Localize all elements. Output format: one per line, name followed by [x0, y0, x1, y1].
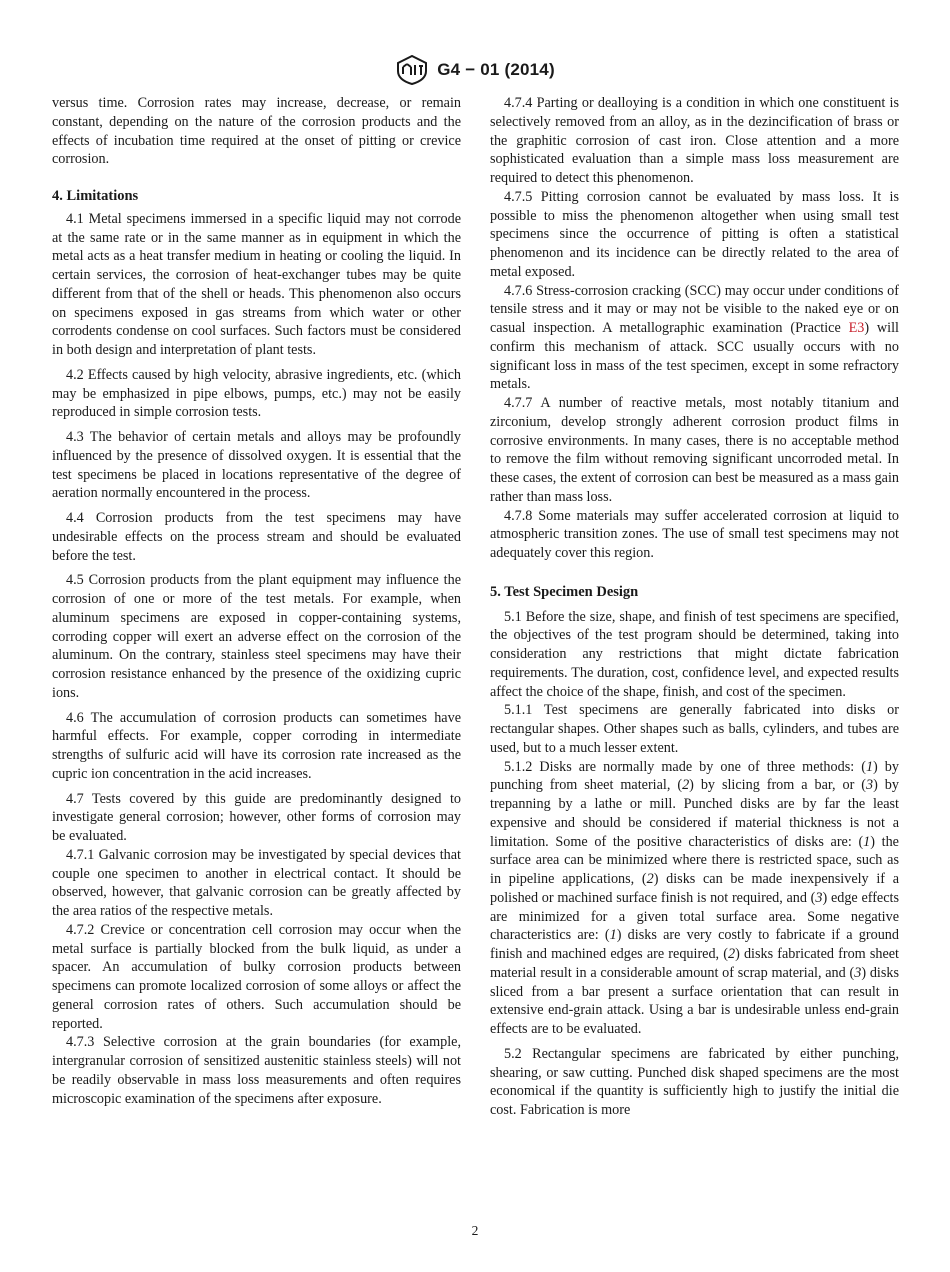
paragraph-4-7: 4.7 Tests covered by this guide are predominantly designed to investigate general corrosion; however, other forms of corrosion may be evaluated. — [52, 790, 461, 844]
paragraph-4-6: 4.6 The accumulation of corrosion products can sometimes have harmful effects. For example, copper corroding in intermediate strengths of sulfuric acid will have its corrosion rate increased as the cupric ion concentration in the acid increases. — [52, 709, 461, 782]
text-run: 5.1.2 Disks are normally made by one of three methods: ( — [504, 758, 866, 775]
enum-numeral: 1 — [863, 833, 871, 850]
enum-numeral: 2 — [682, 777, 690, 794]
enum-numeral: 2 — [646, 871, 654, 887]
enum-numeral: 3 — [854, 964, 862, 981]
enum-numeral: 1 — [609, 927, 617, 944]
enum-numeral: 3 — [815, 889, 823, 906]
text-run: 4.7.6 Stress-corrosion cracking (SCC) may occur under conditions of tensile stress and it may or may not be visible to the naked eye or on casual inspection. A metallographic examination (Practice — [490, 282, 899, 336]
paragraph-4-2: 4.2 Effects caused by high velocity, abrasive ingredients, etc. (which may be emphasized in pipe elbows, pumps, etc.) may not be easily reproduced in simple corrosion tests. — [52, 366, 461, 421]
paragraph-4-7-7: 4.7.7 A number of reactive metals, most notably titanium and zirconium, develop strongly adherent corrosion product films in corrosive environments. In many cases, there is no acceptable method to remove the film without removing significant uncorroded metal. In these cases, the extent of corrosion can best be measured as a mass gain rather than mass loss. — [490, 395, 899, 505]
paragraph-4-4: 4.4 Corrosion products from the test specimens may have undesirable effects on the process stream and should be evaluated before the test. — [52, 510, 461, 564]
paragraph-4-5: 4.5 Corrosion products from the plant equipment may influence the corrosion of one or more of the test metals. For example, when aluminum specimens are exposed in copper-containing systems, corroding copper will exert an adverse effect on the corrosion of the aluminum. On the contrary, stainless steel specimens may have their corrosion resistance enhanced by the presence of the oxidizing cupric ions. — [52, 572, 461, 701]
paragraph-4-7-6 — [490, 282, 899, 395]
text-run: ) disks can be made inexpensively if a polished or machined surface finish is not required, and ( — [490, 871, 899, 906]
text-run: ) by trepanning by a lathe or mill. Punched disks are by far the least expensive and should be considered if material thickness is not a limitation. Some of the positive characteristics of disks are: ( — [490, 777, 899, 850]
paragraph-continued: versus time. Corrosion rates may increase, decrease, or remain constant, depending on the nature of the corrosion products and the effects of incubation time required at the onset of pitting or crevice corrosion. — [52, 95, 461, 168]
paragraph-5-2: 5.2 Rectangular specimens are fabricated by either punching, shearing, or saw cutting. Punched disk shaped specimens are the most economical if the quantity is sufficiently high to justify the initial die cost. Fabrication is more — [490, 1045, 899, 1118]
paragraph-4-1: 4.1 Metal specimens immersed in a specific liquid may not corrode at the same rate or in the same manner as in equipment in which the metal acts as a heat transfer medium in heating or cooling the liquid. In certain services, the corrosion of heat-exchanger tubes may be quite different from that of the shell or heads. This phenomenon also occurs on specimens exposed in gas streams from which water or other corrodents condense on cool surfaces. Such factors must be considered in both design and interpretation of plant tests. — [52, 210, 461, 358]
astm-logo-icon — [395, 55, 429, 85]
text-run: ) will confirm this mechanism of attack. SCC usually occurs with no significant loss in mass of the test specimen, except in some refractory metals. — [490, 320, 900, 393]
document-id: G4 − 01 (2014) — [437, 60, 555, 79]
section-4-heading: 4. Limitations — [52, 188, 139, 204]
practice-e3-link[interactable]: E3 — [848, 320, 865, 336]
text-run: ) by punching from sheet material, ( — [490, 758, 899, 794]
paragraph-4-7-1: 4.7.1 Galvanic corrosion may be investigated by special devices that couple one specimen to another in electrical contact. It should be observed, however, that galvanic corrosion can be greatly affected by the area ratios of the respective metals. — [52, 846, 461, 919]
paragraph-4-7-5: 4.7.5 Pitting corrosion cannot be evaluated by mass loss. It is possible to miss the phenomenon altogether when using small test specimens since the occurrence of pitting is often a statistical phenomenon and its incidence can be directly related to the area of metal exposed. — [490, 188, 899, 280]
right-column — [490, 94, 899, 1120]
page-header — [0, 55, 950, 85]
paragraph-4-7-4: 4.7.4 Parting or dealloying is a condition in which one constituent is selectively removed from an alloy, as in the dezincification of brass or the graphitic corrosion of cast iron. Close attention and a more sophisticated evaluation than a simple mass loss measurement are required to detect this phenomenon. — [490, 95, 899, 186]
section-5-heading: 5. Test Specimen Design — [490, 583, 639, 600]
text-run: ) the surface area can be minimized where there is restricted space, such as in pipeline applications, ( — [490, 833, 899, 887]
text-run: ) by slicing from a bar, or ( — [689, 777, 867, 794]
left-column — [52, 94, 461, 1108]
text-run: ) disks are very costly to fabricate if a ground finish and machined edges are required, ( — [490, 927, 899, 962]
paragraph-4-7-2: 4.7.2 Crevice or concentration cell corrosion may occur when the metal surface is partially blocked from the bulk liquid, as under a spacer. An accumulation of bulky corrosion products between specimens can promote localized corrosion of some alloys or affect the general corrosion rates of others. Such accumulation should be reported. — [52, 921, 461, 1032]
paragraph-5-1-2 — [490, 758, 899, 1039]
text-run: ) edge effects are minimized for a given total surface area. Some negative characteristics are: ( — [490, 889, 899, 944]
enum-numeral: 3 — [866, 777, 874, 794]
paragraph-4-7-3: 4.7.3 Selective corrosion at the grain boundaries (for example, intergranular corrosion of sensitized austenitic stainless steels) will not be readily observable in mass loss measurements and often requires microscopic examination of the specimens after exposure. — [52, 1034, 461, 1107]
paragraph-4-7-8: 4.7.8 Some materials may suffer accelerated corrosion at liquid to atmospheric transition zones. The use of small test specimens may not adequately cover this region. — [490, 507, 899, 561]
enum-numeral: 2 — [727, 946, 736, 962]
text-run: ) disks sliced from a bar present a surface orientation that can result in extensive end-grain attack. Using a bar is undesirable unless end-grain effects are to be evaluated. — [490, 964, 899, 1037]
text-run: ) disks fabricated from sheet material result in a considerable amount of scrap material, and ( — [490, 946, 899, 981]
paragraph-5-1: 5.1 Before the size, shape, and finish of test specimens are specified, the objectives of the test program should be determined, taking into consideration any restrictions that might dictate fabrication requirements. The duration, cost, confidence level, and expected results affect the choice of the shape, finish, and cost of the specimen. — [490, 608, 899, 700]
paragraph-5-1-1: 5.1.1 Test specimens are generally fabricated into disks or rectangular shapes. Other shapes such as balls, cylinders, and tubes are used, but to a much lesser extent. — [490, 702, 899, 756]
enum-numeral: 1 — [865, 758, 874, 775]
paragraph-4-3: 4.3 The behavior of certain metals and alloys may be profoundly influenced by the presence of dissolved oxygen. It is essential that the test specimens be placed in locations representative of the degree of aeration normally encountered in the process. — [52, 429, 461, 502]
page-number: 2 — [471, 1223, 479, 1238]
